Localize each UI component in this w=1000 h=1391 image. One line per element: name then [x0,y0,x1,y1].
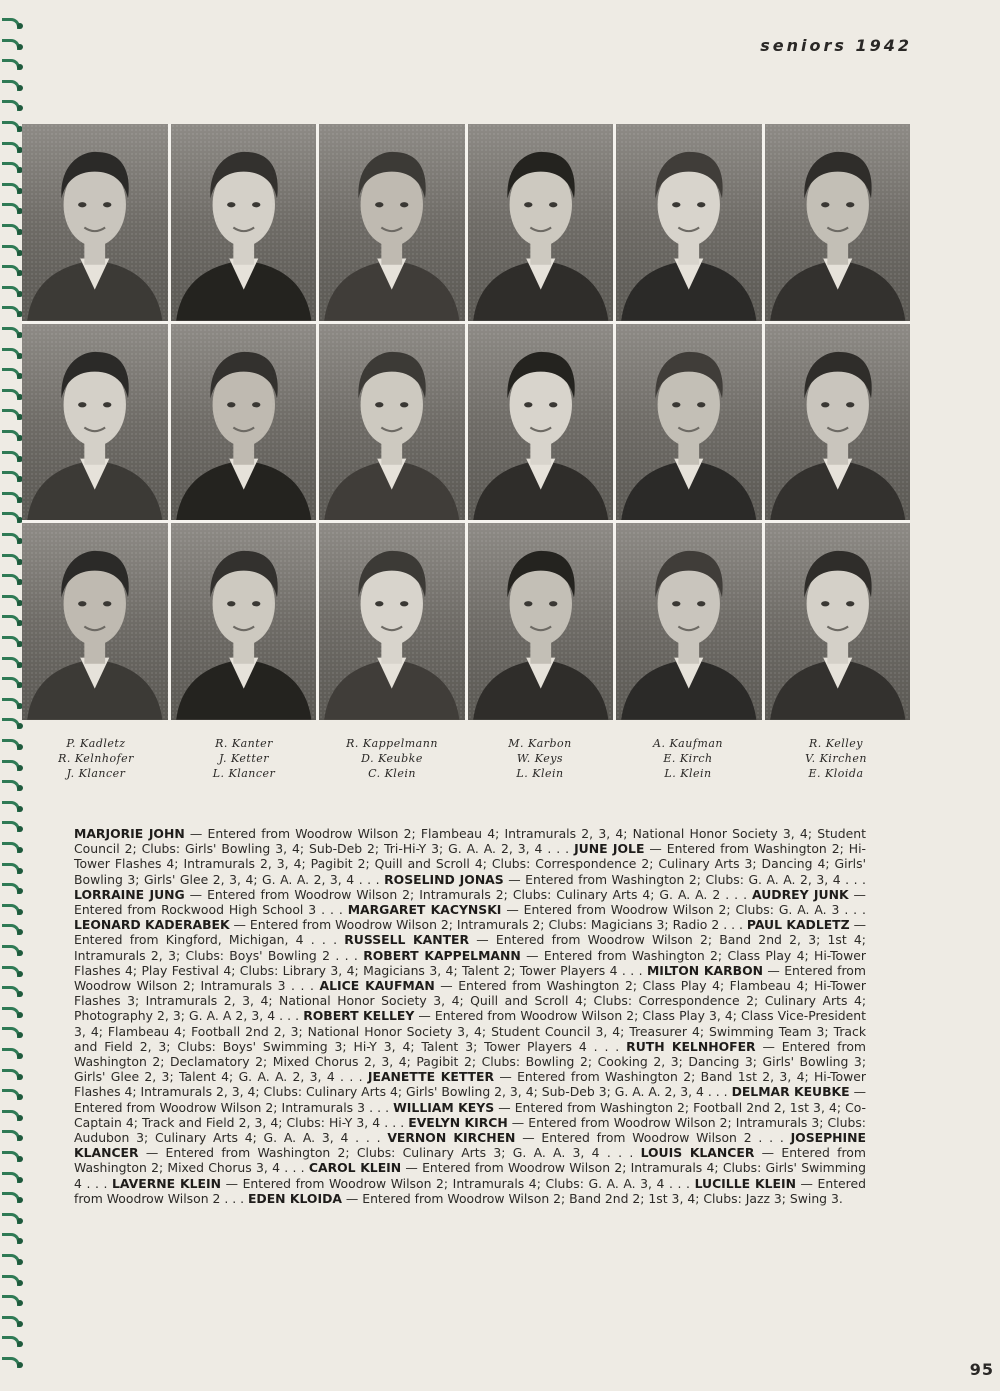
senior-activities: Entered from Woodrow Wilson 2; Intramurals 2; Clubs: Magicians 3; Radio 2 . . . [249,917,743,933]
portrait-photo [765,324,911,521]
spiral-coil [2,821,20,832]
senior-name: ROBERT KAPPELMANN [363,947,521,963]
portrait-photo [765,124,911,321]
caption-name: J. Klancer [66,767,126,780]
senior-name: EDEN KLOIDA [247,1190,342,1206]
portrait-silhouette [171,523,317,720]
spiral-coil [2,1336,20,1347]
senior-name: LEONARD KADERABEK [74,917,230,933]
senior-name: JUNE JOLE [574,841,645,857]
portrait-silhouette [319,523,465,720]
portrait-silhouette [319,324,465,521]
senior-activities: Entered from Woodrow Wilson 2; Intramurals 4; Clubs: G. A. A. 3, 4 . . . [242,1175,690,1191]
senior-name: DELMAR KEUBKE [731,1084,850,1100]
spiral-coil [2,760,20,771]
portrait-photo [319,324,465,521]
senior-activities: Entered from Washington 2; Class Play 4; Hi-Tower Flashes 4; Play Festival 4; Clubs: Library 3, 4; Magicians 3, 4; Talent 2; Tower Players 4 . . . [74,947,866,978]
caption-column [22,736,170,781]
portrait-photo [765,523,911,720]
senior-activities: Entered from Washington 2; Clubs: Culinary Arts 3; G. A. A. 3, 4 . . . [165,1145,634,1161]
spiral-coil [2,471,20,482]
senior-name: MILTON KARBON [646,962,763,978]
portrait-silhouette [616,324,762,521]
spiral-coil [2,39,20,50]
spiral-coil [2,409,20,420]
senior-name: WILLIAM KEYS [393,1099,495,1115]
spiral-coil [2,904,20,915]
spiral-coil [2,1130,20,1141]
caption-name: W. Keys [516,752,564,765]
senior-name: ROSELIND JONAS [384,871,504,887]
senior-activities: Entered from Woodrow Wilson 2; Intramurals 4; Clubs: Girls' Swimming 4 . . . [74,1160,866,1191]
spiral-coil [2,245,20,256]
portrait-silhouette [22,523,168,720]
senior-name: VERNON KIRCHEN [387,1130,516,1146]
spiral-coil [2,739,20,750]
portrait-silhouette [765,523,911,720]
spiral-coil [2,1192,20,1203]
senior-name: RUTH KELNHOFER [626,1038,756,1054]
senior-activities-text: MARJORIE JOHN — Entered from Woodrow Wilson 2; Flambeau 4; Intramurals 2, 3, 4; National Honor Society 3, 4; Student Council 2; Clubs: Girls' Bowling 3, 4; Sub-Deb 2; Tri-Hi-Y 3; G. A. A. 2, 3, 4 . . . JUNE JOLE — Entered from Washington 2; Hi-Tower Flashes 4; Intramurals 2, 3, 4; Pagibit 2; Quill and Scroll 4; Clubs: Correspondence 2; Culinary Arts 3; Dancing 4; Girls' Bowling 3; Girls' Glee 2, 3, 4; G. A. A. 2, 3, 4 . . . ROSELIND JONAS — Entered from Washington 2; Clubs: G. A. A. 2, 3, 4 . . . LORRAINE JUNG — Entered from Woodrow Wilson 2; Intramurals 2; Clubs: Culinary Arts 4; G. A. A. 2 . . . AUDREY JUNK — Entered from Rockwood High School 3 . . . MARGARET KACYNSKI — Entered from Woodrow Wilson 2; Clubs: G. A. A. 3 . . . LEONARD KADERABEK — Entered from Woodrow Wilson 2; Intramurals 2; Clubs: Magicians 3; Radio 2 . . . PAUL KADLETZ — Entered from Kingford, Michigan, 4 . . . RUSSELL KANTER — Entered from Woodrow Wilson 2; Band 2nd 2, 3; 1st 4; Intramurals 2, 3; Clubs: Boys' Bowling 2 . . . ROBERT KAPPELMANN — Entered from Washington 2; Class Play 4; Hi-Tower Flashes 4; Play Festival 4; Clubs: Library 3, 4; Magicians 3, 4; Talent 2; Tower Players 4 . . . MILTON KARBON — Entered from Woodrow Wilson 2; Intramurals 3 . . . ALICE KAUFMAN — Entered from Washington 2; Class Play 4; Flambeau 4; Hi-Tower Flashes 3; Intramurals 2, 3, 4; National Honor Society 3, 4; Quill and Scroll 4; Clubs: Correspondence 2; Culinary Arts 4; Photography 2, 3; G. A. A 2, 3, 4 . . . ROBERT KELLEY — Entered from Woodrow Wilson 2; Class Play 3, 4; Class Vice-President 3, 4; Flambeau 4; Football 2nd 2, 3; National Honor Society 3, 4; Student Council 3, 4; Treasurer 4; Swimming Team 3; Track and Field 2, 3; Clubs: Boys' Swimming 3; Hi-Y 3, 4; Talent 3; Tower Players 4 . . . RUTH KELNHOFER — Entered from Washington 2; Declamatory 2; Mixed Chorus 2, 3, 4; Pagibit 2; Clubs: Bowling 2; Cooking 2, 3; Dancing 3; Girls' Bowling 3; Girls' Glee 2, 3; Talent 4; G. A. A. 2, 3, 4 . . . JEANETTE KETTER — Entered from Washington 2; Band 1st 2, 3, 4; Hi-Tower Flashes 4; Intramurals 2, 3, 4; Clubs: Culinary Arts 4; Girls' Bowling 2, 3, 4; Sub-Deb 3; G. A. A. 2, 3, 4 . . . DELMAR KEUBKE — Entered from Woodrow Wilson 2; Intramurals 3 . . . WILLIAM KEYS — Entered from Washington 2; Football 2nd 2, 1st 3, 4; Co-Captain 4; Track and Field 2, 3, 4; Clubs: Hi-Y 3, 4 . . . EVELYN KIRCH — Entered from Woodrow Wilson 2; Intramurals 3; Clubs: Audubon 3; Culinary Arts 4; G. A. A. 3, 4 . . . VERNON KIRCHEN — Entered from Woodrow Wilson 2 . . . JOSEPHINE KLANCER — Entered from Washington 2; Clubs: Culinary Arts 3; G. A. A. 3, 4 . . . LOUIS KLANCER — Entered from Washington 2; Mixed Chorus 3, 4 . . . CAROL KLEIN — Entered from Woodrow Wilson 2; Intramurals 4; Clubs: Girls' Swimming 4 . . . LAVERNE KLEIN — Entered from Woodrow Wilson 2; Intramurals 4; Clubs: G. A. A. 3, 4 . . . LUCILLE KLEIN — Entered from Woodrow Wilson 2 . . . EDEN KLOIDA — Entered from Woodrow Wilson 2; Band 2nd 2; 1st 3, 4; Clubs: Jazz 3; Swing 3. [74,826,867,1206]
senior-name: EVELYN KIRCH [408,1114,508,1130]
spiral-coil [2,1007,20,1018]
spiral-coil [2,533,20,544]
senior-name: LOUIS KLANCER [640,1145,755,1161]
spiral-coil [2,327,20,338]
senior-name: LAVERNE KLEIN [112,1175,221,1191]
senior-activities: Entered from Washington 2; Declamatory 2; Mixed Chorus 2, 3, 4; Pagibit 2; Clubs: Bowling 2; Cooking 2, 3; Dancing 3; Girls' Bowling 3; Girls' Glee 2, 3; Talent 4; G. A. A. 2, 3, 4 . . . [74,1038,866,1085]
portrait-silhouette [22,124,168,321]
portrait-silhouette [616,124,762,321]
spiral-coil [2,430,20,441]
spiral-coil [2,348,20,359]
spiral-coil [2,1089,20,1100]
portrait-silhouette [468,124,614,321]
spiral-coil [2,80,20,91]
spiral-coil [2,100,20,111]
spiral-coil [2,945,20,956]
spiral-coil [2,1254,20,1265]
senior-activities: Entered from Woodrow Wilson 2; Intramurals 2; Clubs: Culinary Arts 4; G. A. A. 2 . . . [207,886,748,902]
spiral-coil [2,966,20,977]
senior-name: MARJORIE JOHN [74,826,185,841]
caption-name: L. Klein [664,767,712,780]
caption-column [466,736,614,781]
spiral-coil [2,389,20,400]
caption-name: R. Kanter [215,737,273,750]
caption-name: L. Klein [516,767,564,780]
senior-activities: Entered from Rockwood High School 3 . . . [74,902,343,918]
spiral-coil [2,368,20,379]
portrait-photo [616,324,762,521]
senior-activities: Entered from Washington 2; Band 1st 2, 3, 4; Hi-Tower Flashes 4; Intramurals 2, 3, 4; Clubs: Culinary Arts 4; Girls' Bowling 2, 3, 4; Sub-Deb 3; G. A. A. 2, 3, 4 . . . [74,1069,866,1100]
portrait-photo [171,124,317,321]
portrait-photo [22,124,168,321]
spiral-coil [2,286,20,297]
caption-block [22,736,910,781]
senior-activities: Entered from Woodrow Wilson 2; Band 2nd 2; 1st 3, 4; Clubs: Jazz 3; Swing 3. [362,1190,843,1206]
portrait-photo [468,324,614,521]
caption-name: R. Kappelmann [346,737,438,750]
senior-activities: Entered from Woodrow Wilson 2; Class Play 3, 4; Class Vice-President 3, 4; Flambeau 4; Football 2nd 2, 3; National Honor Society 3, 4; Student Council 3, 4; Treasurer 4; Swimming Team 3; Track and Field 2, 3; Clubs: Boys' Swimming 3; Hi-Y 3, 4; Talent 3; Tower Players 4 . . . [74,1008,866,1054]
page-header: seniors 1942 [760,36,912,55]
caption-name: E. Kirch [663,752,713,765]
spiral-coil [2,657,20,668]
senior-activities: Entered from Washington 2; Class Play 4; Flambeau 4; Hi-Tower Flashes 3; Intramurals 2, 3, 4; National Honor Society 3, 4; Quill and Scroll 4; Clubs: Correspondence 2; Culinary Arts 4; Photography 2, 3; G. A. A 2, 3, 4 . . . [74,978,866,1024]
spiral-coil [2,142,20,153]
spiral-coil [2,18,20,29]
spiral-coil [2,1295,20,1306]
spiral-coil [2,1110,20,1121]
spiral-coil [2,554,20,565]
spiral-coil [2,595,20,606]
caption-column [614,736,762,781]
senior-name: ROBERT KELLEY [303,1008,415,1024]
spiral-coil [2,265,20,276]
caption-column [318,736,466,781]
spiral-coil [2,636,20,647]
spiral-coil [2,203,20,214]
portrait-silhouette [468,523,614,720]
senior-activities: Entered from Washington 2; Mixed Chorus 3, 4 . . . [74,1145,866,1176]
senior-name: PAUL KADLETZ [746,917,850,933]
portrait-photo [171,324,317,521]
spiral-coil [2,677,20,688]
portrait-photo [468,523,614,720]
senior-activities: Entered from Woodrow Wilson 2 . . . [74,1175,866,1206]
spiral-coil [2,780,20,791]
spiral-coil [2,492,20,503]
spiral-coil [2,183,20,194]
spiral-coil [2,121,20,132]
senior-name: JOSEPHINE KLANCER [74,1130,866,1161]
senior-activities: Entered from Woodrow Wilson 2 . . . [541,1130,784,1146]
spiral-coil [2,718,20,729]
caption-name: E. Kloida [808,767,864,780]
caption-name: R. Kelley [809,737,863,750]
caption-name: R. Kelnhofer [58,752,134,765]
portrait-photo [22,324,168,521]
spiral-coil [2,1172,20,1183]
senior-activities: Entered from Woodrow Wilson 2; Intramurals 3; Clubs: Audubon 3; Culinary Arts 4; G. A. A. 3, 4 . . . [74,1114,866,1146]
caption-name: L. Klancer [212,767,276,780]
portrait-photo [616,124,762,321]
portrait-silhouette [616,523,762,720]
spiral-coil [2,451,20,462]
spiral-coil [2,162,20,173]
caption-name: D. Keubke [361,752,423,765]
spiral-coil [2,1151,20,1162]
portrait-silhouette [171,324,317,521]
portrait-silhouette [171,124,317,321]
senior-activities: Entered from Kingford, Michigan, 4 . . . [74,932,338,948]
portrait-photo [319,124,465,321]
spiral-coil [2,1275,20,1286]
senior-name: JEANETTE KETTER [367,1069,495,1085]
spiral-coil [2,1069,20,1080]
caption-name: V. Kirchen [805,752,867,765]
caption-name: P. Kadletz [66,737,126,750]
caption-column [170,736,318,781]
senior-name: LORRAINE JUNG [74,886,185,902]
senior-activities: Entered from Woodrow Wilson 2; Clubs: G. A. A. 3 . . . [523,902,866,918]
senior-name: MARGARET KACYNSKI [347,902,502,918]
portrait-silhouette [22,324,168,521]
spiral-coil [2,306,20,317]
spiral-coil [2,512,20,523]
spiral-coil [2,1316,20,1327]
caption-name: J. Ketter [218,752,270,765]
senior-name: ALICE KAUFMAN [319,978,435,994]
spiral-coil [2,842,20,853]
portrait-photo [319,523,465,720]
spiral-coil [2,59,20,70]
spiral-coil [2,1357,20,1368]
senior-activities: Entered from Washington 2; Clubs: G. A. A. 2, 3, 4 . . . [525,871,866,887]
spiral-coil [2,883,20,894]
senior-name: RUSSELL KANTER [344,932,470,948]
senior-name: CAROL KLEIN [308,1160,402,1176]
caption-column [762,736,910,781]
caption-name: A. Kaufman [653,737,723,750]
senior-activities: Entered from Washington 2; Hi-Tower Flashes 4; Intramurals 2, 3, 4; Pagibit 2; Quill and Scroll 4; Clubs: Correspondence 2; Culinary Arts 3; Dancing 4; Girls' Bowling 3; Girls' Glee 2, 3, 4; G. A. A. 2, 3, 4 . . . [74,841,866,887]
caption-name: M. Karbon [508,737,572,750]
spiral-coil [2,1233,20,1244]
spiral-coil [2,698,20,709]
spiral-coil [2,801,20,812]
portrait-grid [22,124,910,720]
portrait-photo [468,124,614,321]
portrait-silhouette [765,124,911,321]
spiral-coil [2,1213,20,1224]
spiral-coil [2,224,20,235]
senior-name: LUCILLE KLEIN [694,1175,796,1191]
spiral-coil [2,1048,20,1059]
spiral-coil [2,574,20,585]
senior-activities: Entered from Washington 2; Football 2nd 2, 1st 3, 4; Co-Captain 4; Track and Field 2, 3, 4; Clubs: Hi-Y 3, 4 . . . [74,1099,867,1130]
portrait-photo [616,523,762,720]
senior-activities: Entered from Woodrow Wilson 2; Intramurals 3 . . . [74,1099,390,1115]
senior-activities: Entered from Woodrow Wilson 2; Band 2nd 2, 3; 1st 4; Intramurals 2, 3; Clubs: Boys' Bowling 2 . . . [74,932,866,963]
page-number: 95 [969,1360,994,1379]
spiral-coil [2,1027,20,1038]
portrait-photo [171,523,317,720]
spiral-coil [2,986,20,997]
portrait-silhouette [765,324,911,521]
portrait-photo [22,523,168,720]
portrait-silhouette [468,324,614,521]
senior-activities: Entered from Woodrow Wilson 2; Flambeau 4; Intramurals 2, 3, 4; National Honor Society 3, 4; Student Council 2; Clubs: Girls' Bowling 3, 4; Sub-Deb 2; Tri-Hi-Y 3; G. A. A. 2, 3, 4 . . . [74,826,866,857]
portrait-silhouette [319,124,465,321]
caption-name: C. Klein [368,767,416,780]
spiral-coil [2,924,20,935]
senior-name: AUDREY JUNK [752,886,849,902]
senior-activities: Entered from Woodrow Wilson 2; Intramurals 3 . . . [74,962,866,994]
spiral-coil [2,863,20,874]
spiral-coil [2,615,20,626]
